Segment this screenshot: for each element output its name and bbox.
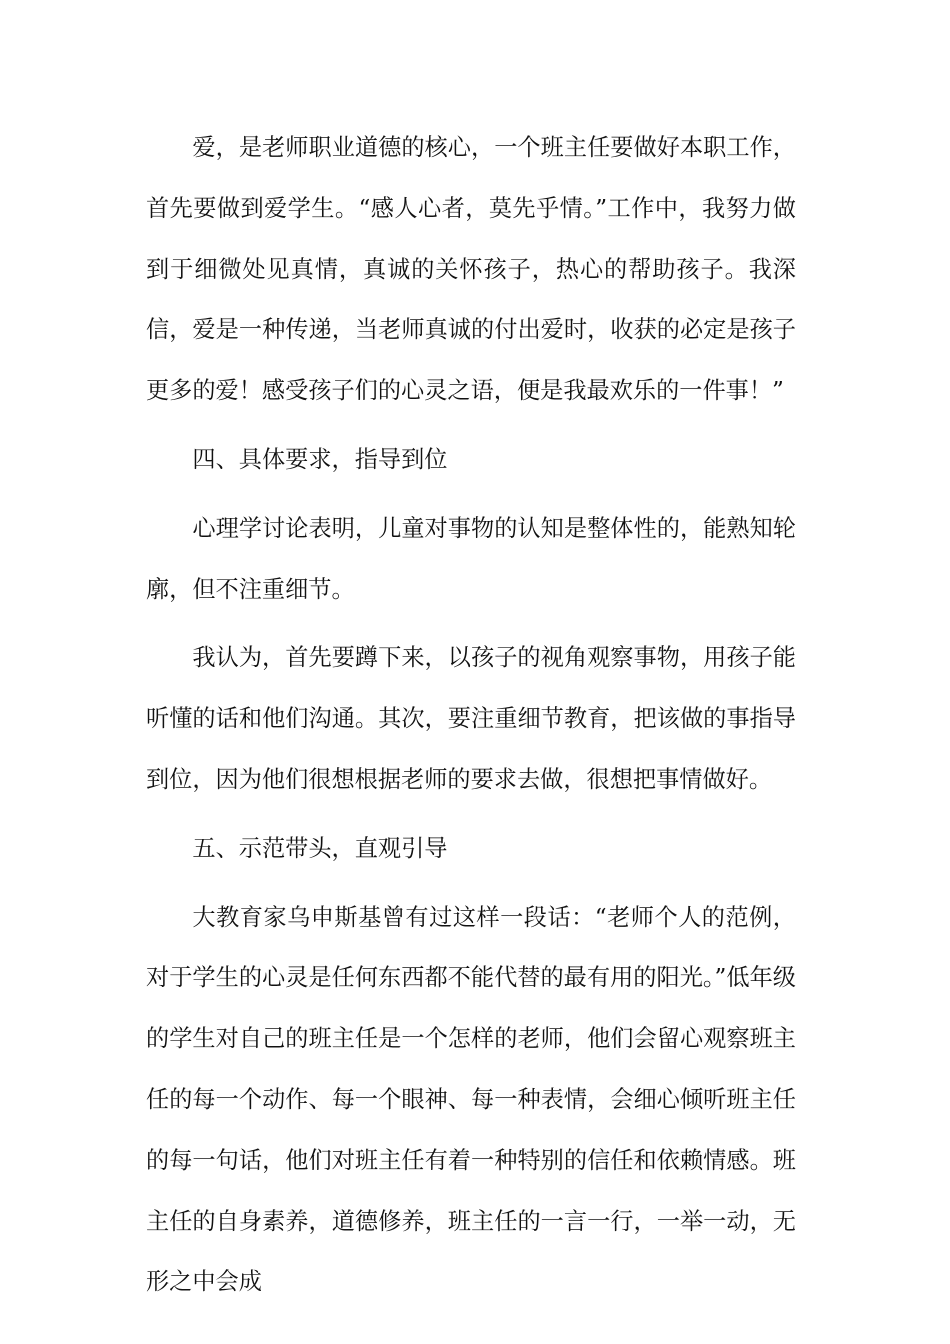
section-heading-5: 五、示范带头，直观引导: [192, 834, 448, 862]
paragraph-psychology: 心理学讨论表明，儿童对事物的认知是整体性的，能熟知轮廓，但不注重细节。: [146, 514, 796, 603]
paragraph-love-core: 爱，是老师职业道德的核心，一个班主任要做好本职工作，首先要做到爱学生。“感人心者，莫先乎情。”工作中，我努力做到于细微处见真情，真诚的关怀孩子，热心的帮助孩子。我深信，爱是一种传递，当老师真诚的付出爱时，收获的必定是孩子更多的爱！感受孩子们的心灵之语，便是我最欢乐的一件事！”: [146, 134, 796, 405]
document-body: [146, 118, 796, 1313]
paragraph-guidance: 我认为，首先要蹲下来，以孩子的视角观察事物，用孩子能听懂的话和他们沟通。其次，要注重细节教育，把该做的事指导到位，因为他们很想根据老师的要求去做，很想把事情做好。: [146, 644, 796, 793]
section-heading-4: 四、具体要求，指导到位: [192, 445, 448, 473]
paragraph-example: 大教育家乌申斯基曾有过这样一段话：“老师个人的范例，对于学生的心灵是任何东西都不能代替的最有用的阳光。”低年级的学生对自己的班主任是一个怎样的老师，他们会留心观察班主任的每一个动作、每一个眼神、每一种表情，会细心倾听班主任的每一句话，他们对班主任有着一种特别的信任和依赖情感。班主任的自身素养，道德修养，班主任的一言一行，一举一动，无形之中会成: [146, 903, 796, 1296]
